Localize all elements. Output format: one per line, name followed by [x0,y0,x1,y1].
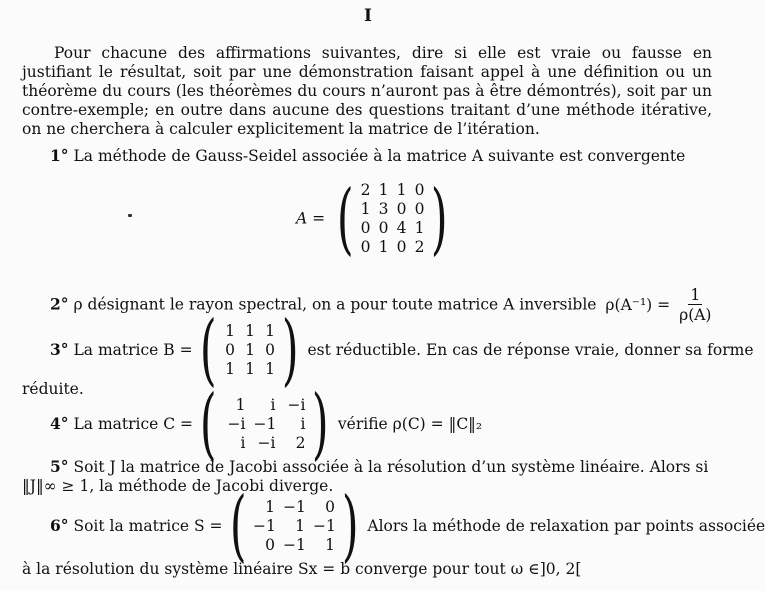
matrix-entry: 1 [245,359,256,378]
matrix-entry: 0 [378,219,389,237]
question-5-number: 5° [50,457,69,476]
matrix-entry: −1 [253,414,277,433]
matrix-entry: 4 [396,219,407,237]
matrix-entry: 2 [295,433,306,452]
matrix-entry: −1 [252,516,276,535]
left-paren: ( [199,305,217,395]
left-paren: ( [229,481,247,571]
matrix-b-entries [223,322,275,379]
question-5 [50,458,708,477]
question-2-number: 2° [50,294,69,314]
question-3-post: est réductible. En cas de réponse vraie, donner sa forme [307,340,754,359]
matrix-entry: 1 [235,395,246,414]
matrix-entry: 0 [360,238,371,256]
matrix-entry: 1 [414,219,425,237]
matrix-entry: i [240,433,246,452]
matrix-entry: 0 [265,340,276,359]
matrix-entry: 1 [295,516,305,535]
question-4-post: vérifie ρ(C) = ‖C‖₂ [337,414,483,433]
matrix-entry: 0 [396,238,407,256]
matrix-entry: 1 [378,181,389,199]
matrix-entry: 0 [265,535,275,554]
matrix-entry: 0 [414,181,425,199]
question-5-line2: ‖J‖∞ ≥ 1, la méthode de Jacobi diverge. [22,477,334,495]
matrix-entry: 1 [245,340,256,359]
question-6-continuation: à la résolution du système linéaire Sx = b converge pour tout ω ∈]0, 2[ [22,560,582,578]
matrix-entry: 1 [396,181,407,199]
matrix-entry: 0 [414,200,425,218]
matrix-entry: 1 [225,359,236,378]
right-paren: ) [312,379,330,469]
matrix-entry: 0 [225,340,236,359]
matrix-entry: −i [227,414,246,433]
matrix-a-label: A = [296,209,326,228]
question-2-text: ρ désignant le rayon spectral, on a pour toute matrice A inversible [73,295,597,314]
question-6-pre: Soit la matrice S = [73,516,223,535]
question-6-number: 6° [50,515,69,535]
matrix-entry: 0 [325,497,335,516]
left-paren: ( [336,174,354,264]
matrix-entry: −1 [282,497,306,516]
matrix-s-entries [253,498,335,555]
left-paren: ( [199,379,217,469]
matrix-entry: 1 [265,321,276,340]
matrix-entry: 1 [360,200,371,218]
matrix-entry: −i [257,433,276,452]
matrix-entry: 1 [225,321,236,340]
matrix-entry: 1 [378,238,389,256]
fraction-numerator: 1 [690,286,701,304]
matrix-entry: −i [287,395,306,414]
question-6-post: Alors la méthode de relaxation par points associée [367,516,765,535]
matrix-entry: 1 [245,321,256,340]
matrix-entry: 1 [265,497,275,516]
matrix-a [330,174,455,264]
question-4-number: 4° [50,413,69,433]
matrix-entry: −1 [282,535,306,554]
speck-mark [128,214,132,217]
question-1-text: La méthode de Gauss-Seidel associée à la matrice A suivante est convergente [73,147,686,165]
fraction-denominator: ρ(A) [679,306,712,324]
matrix-c [193,379,336,469]
question-1 [50,147,685,166]
question-3-pre: La matrice B = [73,340,193,359]
matrix-s [223,481,366,571]
matrix-entry: 0 [396,200,407,218]
matrix-entry: i [270,395,276,414]
question-1-number: 1° [50,146,69,165]
matrix-entry: 0 [360,219,371,237]
question-5-line1: Soit J la matrice de Jacobi associée à la résolution d’un système linéaire. Alors si [73,458,709,476]
right-paren: ) [341,481,359,571]
question-1-formula [296,174,455,264]
question-3-continuation: réduite. [22,380,84,398]
matrix-c-entries [223,396,305,453]
matrix-entry: −1 [312,516,336,535]
section-title: I [364,6,372,26]
intro-paragraph: Pour chacune des affirmations suivantes, dire si elle est vraie ou fausse en justifiant le résultat, soit par une démonstration faisant appel à une définition ou un théorème du cours (les théorèmes du cours n’auront pas à être démontrés), soit par un contre-exemple; en outre dans aucune des questions traitant d’une méthode itérative, on ne cherchera à calculer explicitement la matrice de l’itération. [22,44,712,138]
matrix-entry: 1 [325,535,335,554]
matrix-entry: 2 [360,181,371,199]
matrix-entry: 3 [378,200,389,218]
question-4-pre: La matrice C = [73,414,194,433]
right-paren: ) [281,305,299,395]
question-2-formula-lhs: ρ(A⁻¹) = [605,295,671,314]
matrix-entry: i [300,414,306,433]
question-3-number: 3° [50,339,69,359]
right-paren: ) [431,174,449,264]
matrix-b [193,305,306,395]
matrix-a-entries [360,181,424,257]
matrix-entry: 2 [414,238,425,256]
matrix-entry: 1 [265,359,276,378]
